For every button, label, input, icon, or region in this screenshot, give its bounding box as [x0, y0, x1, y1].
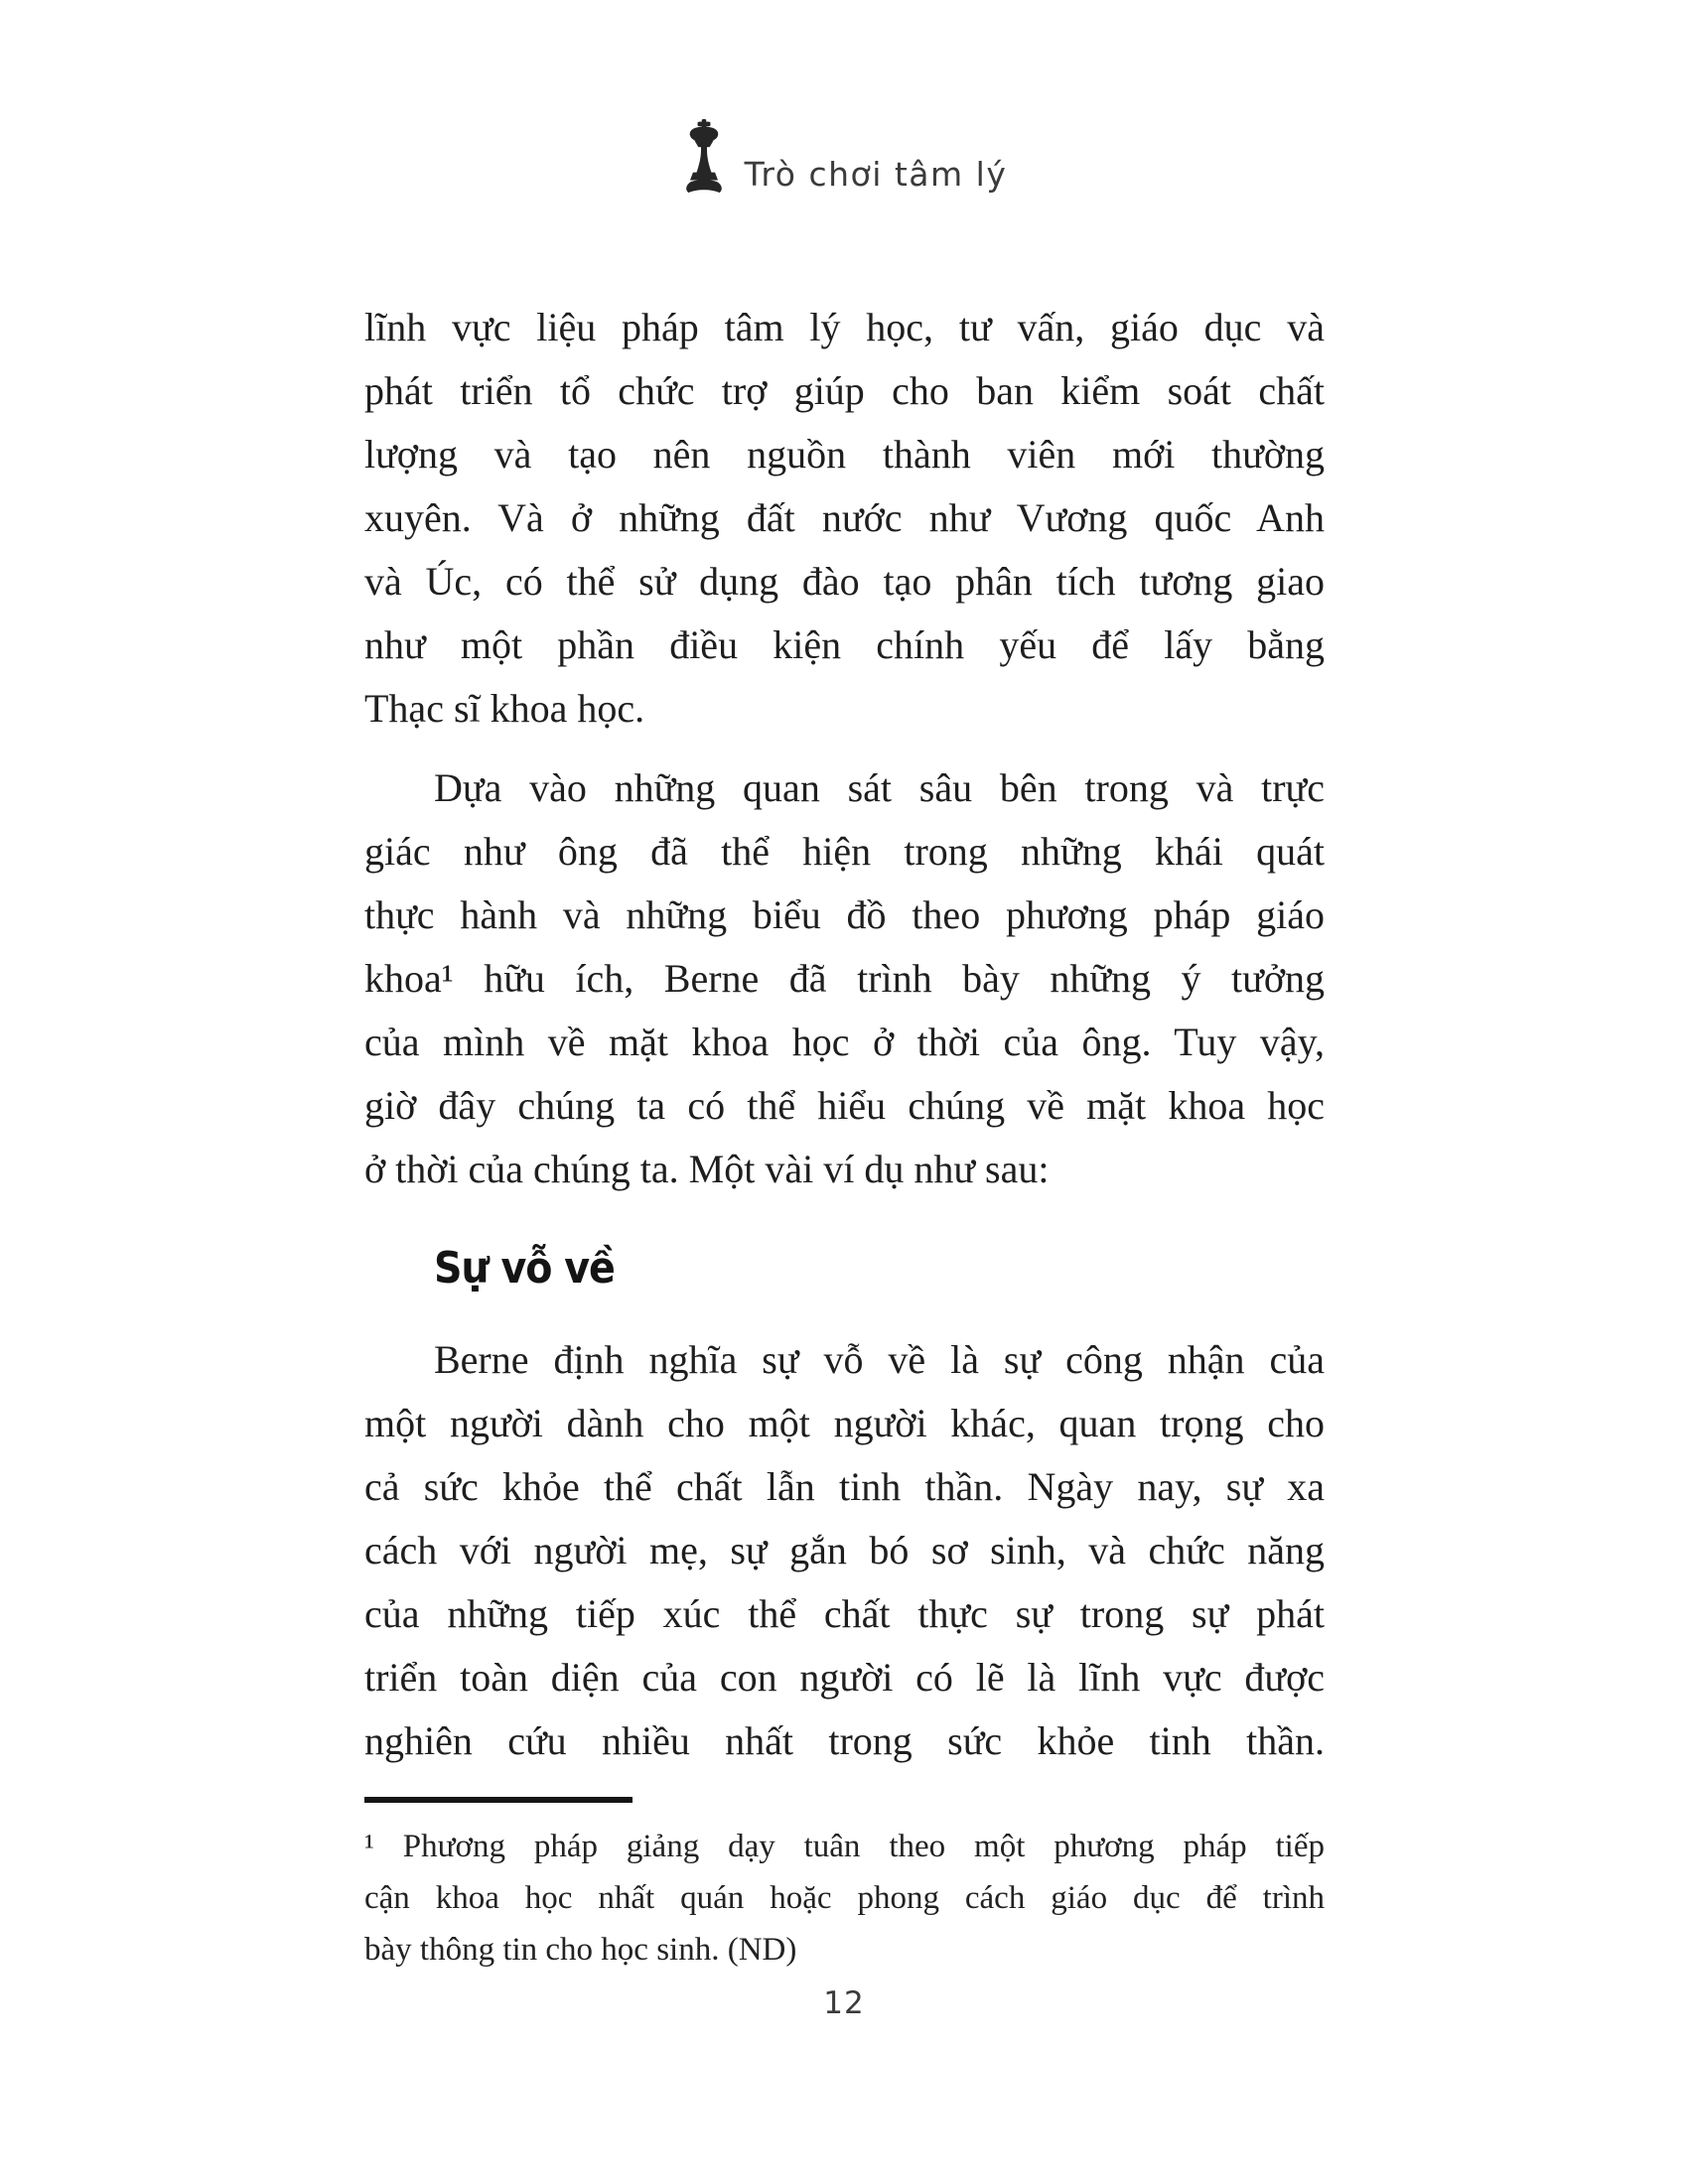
running-header: [0, 119, 1688, 195]
paragraph: [364, 1328, 1325, 1773]
paragraph-continuation: [364, 296, 1325, 741]
text-line: giờ đây chúng ta có thể hiểu chúng về mặt khoa học: [364, 1083, 1325, 1128]
text-line: của mình về mặt khoa học ở thời của ông. Tuy vậy,: [364, 1020, 1325, 1064]
text-line: Thạc sĩ khoa học.: [364, 686, 645, 731]
text-line: xuyên. Và ở những đất nước như Vương quốc Anh: [364, 495, 1325, 540]
text-line: lượng và tạo nên nguồn thành viên mới thường: [364, 432, 1325, 477]
text-line: và Úc, có thể sử dụng đào tạo phân tích tương giao: [364, 559, 1325, 604]
text-line: bày thông tin cho học sinh. (ND): [364, 1932, 797, 1968]
text-line: giác như ông đã thể hiện trong những khái quát: [364, 829, 1325, 874]
page-number: 12: [823, 1985, 865, 2021]
text-line: của những tiếp xúc thể chất thực sự trong sự phát: [364, 1591, 1325, 1636]
text-line: một người dành cho một người khác, quan trọng cho: [364, 1401, 1325, 1445]
chess-king-icon: [681, 119, 727, 195]
paragraph: [364, 756, 1325, 1201]
text-line: ¹ Phương pháp giảng dạy tuân theo một phương pháp tiếp: [364, 1829, 1325, 1864]
text-line: lĩnh vực liệu pháp tâm lý học, tư vấn, giáo dục và: [364, 305, 1325, 349]
text-line: ở thời của chúng ta. Một vài ví dụ như sau:: [364, 1147, 1050, 1191]
text-line: thực hành và những biểu đồ theo phương pháp giáo: [364, 892, 1325, 937]
footnote-separator-rule: [364, 1797, 633, 1803]
footnote: [364, 1821, 1325, 1976]
text-line: Berne định nghĩa sự vỗ về là sự công nhận của: [434, 1337, 1325, 1382]
page-body-text: [364, 296, 1325, 1976]
text-line: cận khoa học nhất quán hoặc phong cách giáo dục để trình: [364, 1880, 1325, 1916]
text-line: nghiên cứu nhiều nhất trong sức khỏe tinh thần.: [364, 1718, 1325, 1763]
page-footer: [0, 1985, 1688, 2021]
running-header-title: Trò chơi tâm lý: [744, 155, 1008, 194]
text-line: triển toàn diện của con người có lẽ là lĩnh vực được: [364, 1655, 1325, 1700]
text-line: phát triển tổ chức trợ giúp cho ban kiểm soát chất: [364, 368, 1325, 413]
text-line: Dựa vào những quan sát sâu bên trong và trực: [434, 765, 1325, 810]
text-line: cả sức khỏe thể chất lẫn tinh thần. Ngày nay, sự xa: [364, 1464, 1325, 1509]
section-heading: Sự vỗ về: [434, 1243, 615, 1294]
text-line: khoa¹ hữu ích, Berne đã trình bày những ý tưởng: [364, 956, 1325, 1001]
text-line: cách với người mẹ, sự gắn bó sơ sinh, và chức năng: [364, 1528, 1325, 1572]
text-line: như một phần điều kiện chính yếu để lấy bằng: [364, 622, 1325, 667]
